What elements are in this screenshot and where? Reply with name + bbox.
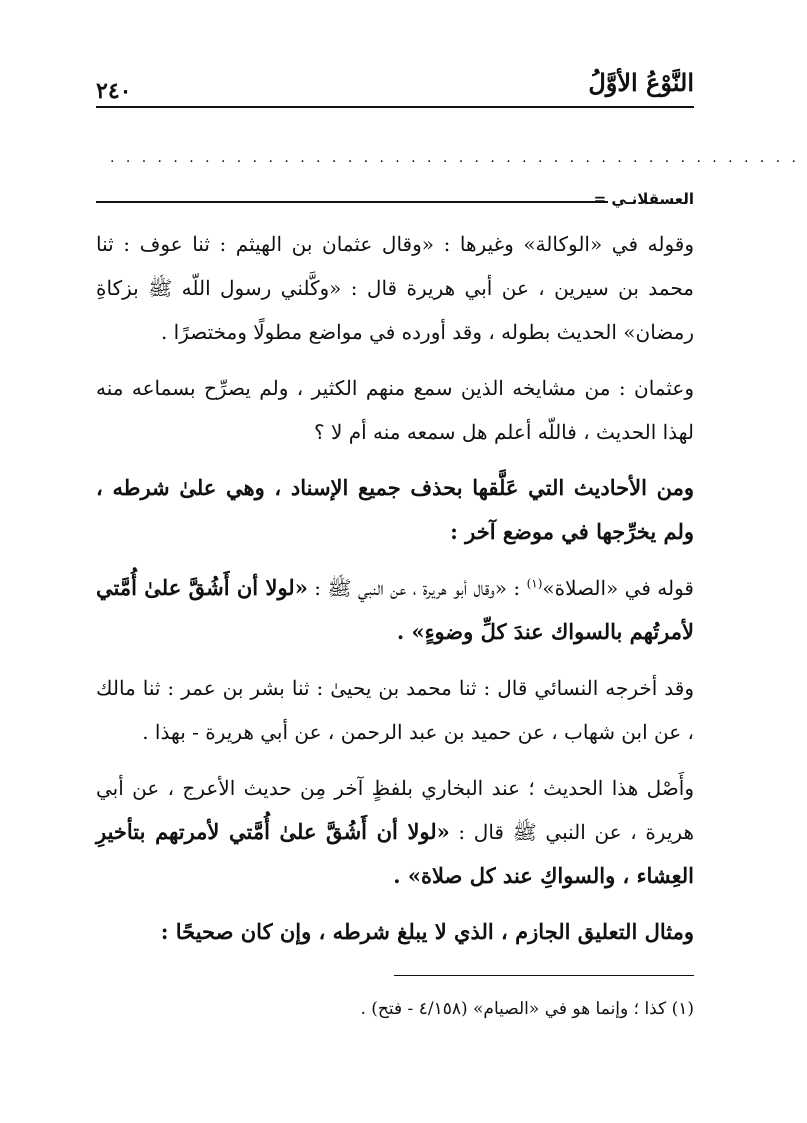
paragraph: [96, 466, 694, 554]
text-segment: ومثال التعليق الجازم ، الذي لا يبلغ شرطه ، وإن كان صحيحًا :: [160, 919, 694, 944]
source-rule: [96, 201, 608, 203]
text-segment: وقوله في «الوكالة» وغيرها : «وقال عثمان بن الهيثم : ثنا عوف : ثنا محمد بن سيرين ، عن أبي هريرة قال : «وكَّلني رسول اللّه ﷺ بزكاةِ رمضان» الحديث بطوله ، وقد أورده في مواضع مطولًا ومختصرًا .: [96, 232, 694, 344]
source-row: [96, 190, 694, 216]
text-segment: قوله في «الصلاة»: [542, 576, 694, 600]
text-segment: : «وقال أبو هريرة ، عن النبي ﷺ :: [307, 576, 527, 600]
text-segment: وعثمان : من مشايخه الذين سمع منهم الكثير ، ولم يصرِّح بسماعه منه لهذا الحديث ، فاللّه أعلم هل سمعه منه أم لا ؟: [96, 376, 694, 444]
text-segment: «لولا أن أَشُقَّ علىٰ أُمَّتي لأمرتُهم بالسواك عندَ كلِّ وضوءٍ» .: [96, 575, 694, 644]
paragraph: [96, 666, 694, 754]
paragraph: [96, 222, 694, 354]
source-label: العسقلانـي =: [593, 190, 694, 208]
footnote: (١) كذا ؛ وإنما هو في «الصيام» (٤/١٥٨ - فتح) .: [360, 999, 694, 1019]
body-text: [96, 222, 694, 966]
page-number: ٢٤٠: [96, 78, 132, 104]
paragraph: [96, 910, 694, 954]
page-header: [96, 66, 694, 108]
footnote-marker: (١): [526, 576, 543, 591]
footnote-rule: [394, 975, 694, 976]
paragraph: [96, 566, 694, 654]
text-segment: وأَصْل هذا الحديث ؛ عند البخاري بلفظٍ آخر مِن حديث الأعرج ، عن أبي هريرة ، عن النبي ﷺ قال :: [96, 776, 694, 844]
dotted-separator: ............................................: [110, 150, 807, 166]
paragraph: [96, 766, 694, 898]
chapter-title: النَّوْعُ الأوَّلُ: [588, 68, 694, 97]
text-segment: ومن الأحاديث التي عَلَّقها بحذف جميع الإسناد ، وهي علىٰ شرطه ، ولم يخرِّجها في موضع آخر :: [96, 475, 694, 544]
paragraph: [96, 366, 694, 454]
text-segment: «لولا أن أَشُقَّ علىٰ أُمَّتي لأمرتهم بتأخيرِ العِشاء ، والسواكِ عند كل صلاة» .: [96, 819, 694, 888]
text-segment: وقد أخرجه النسائي قال : ثنا محمد بن يحيىٰ : ثنا بشر بن عمر : ثنا مالك ، عن ابن شهاب ، عن حميد بن عبد الرحمن ، عن أبي هريرة - بهذا .: [96, 676, 694, 744]
